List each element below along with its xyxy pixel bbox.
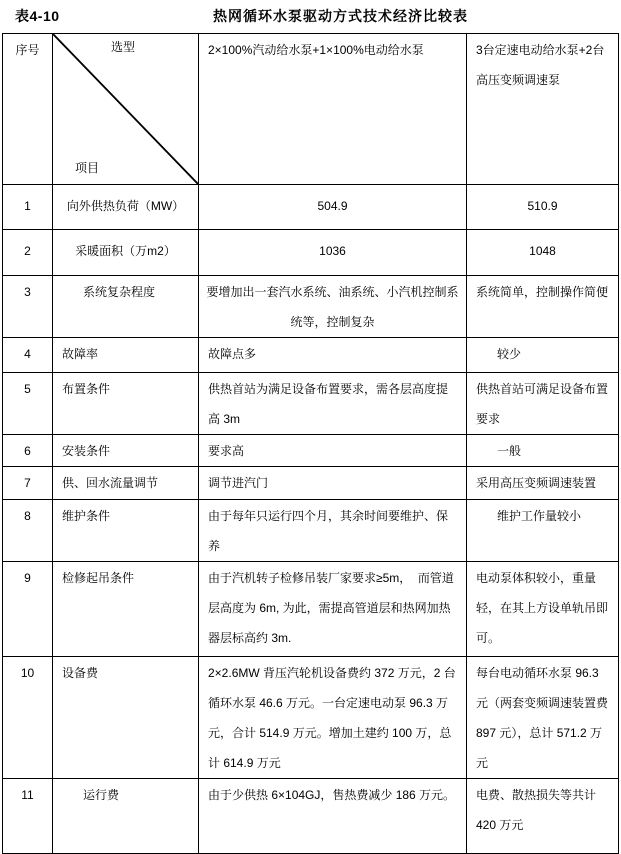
table-label: 表4-10 xyxy=(15,8,60,24)
cell-item: 向外供热负荷（MW） xyxy=(53,185,199,230)
table-row xyxy=(3,657,619,779)
cell-option-a: 由于汽机转子检修吊装厂家要求≥5m， 而管道层高度为 6m, 为此，需提高管道层和热网加热器层标高约 3m. xyxy=(199,562,467,657)
cell-option-a: 2×2.6MW 背压汽轮机设备费约 372 万元，2 台循环水泵 46.6 万元。一台定速电动泵 96.3 万元，合计 514.9 万元。增加土建约 100 万，总计 614.9 万元 xyxy=(199,657,467,779)
cell-option-a: 504.9 xyxy=(199,185,467,230)
cell-option-b: 510.9 xyxy=(467,185,619,230)
cell-item: 系统复杂程度 xyxy=(53,276,199,338)
table-row xyxy=(3,338,619,373)
cell-no: 8 xyxy=(3,500,53,562)
cell-option-b: 电动泵体积较小，重量轻，在其上方设单轨吊即可。 xyxy=(467,562,619,657)
header-row xyxy=(3,34,619,185)
header-no: 序号 xyxy=(3,34,53,185)
table-row xyxy=(3,230,619,276)
cell-item: 运行费 xyxy=(53,779,199,854)
table-row xyxy=(3,276,619,338)
header-option-a: 2×100%汽动给水泵+1×100%电动给水泵 xyxy=(199,34,467,185)
cell-option-b: 较少 xyxy=(467,338,619,373)
cell-item: 布置条件 xyxy=(53,373,199,435)
cell-option-b: 供热首站可满足设备布置要求 xyxy=(467,373,619,435)
cell-option-a: 要求高 xyxy=(199,435,467,467)
cell-item: 采暖面积（万m2） xyxy=(53,230,199,276)
cell-item: 供、回水流量调节 xyxy=(53,467,199,500)
cell-item: 检修起吊条件 xyxy=(53,562,199,657)
cell-option-a: 调节进汽门 xyxy=(199,467,467,500)
cell-option-b: 每台电动循环水泵 96.3 元（两套变频调速装置费 897 元），总计 571.2 万元 xyxy=(467,657,619,779)
cell-item: 安装条件 xyxy=(53,435,199,467)
cell-option-a: 由于每年只运行四个月，其余时间要维护、保养 xyxy=(199,500,467,562)
diagonal-label-top: 选型 xyxy=(111,40,136,54)
cell-option-a: 由于少供热 6×104GJ，售热费减少 186 万元。 xyxy=(199,779,467,854)
cell-option-b: 一般 xyxy=(467,435,619,467)
cell-no: 1 xyxy=(3,185,53,230)
cell-option-b: 1048 xyxy=(467,230,619,276)
cell-item: 设备费 xyxy=(53,657,199,779)
cell-no: 10 xyxy=(3,657,53,779)
diagonal-label-bottom: 项目 xyxy=(75,161,100,175)
cell-no: 4 xyxy=(3,338,53,373)
cell-no: 9 xyxy=(3,562,53,657)
cell-no: 2 xyxy=(3,230,53,276)
title-bar xyxy=(0,0,621,33)
table-row xyxy=(3,185,619,230)
table-row xyxy=(3,562,619,657)
cell-no: 6 xyxy=(3,435,53,467)
cell-option-a: 故障点多 xyxy=(199,338,467,373)
page-title: 热网循环水泵驱动方式技术经济比较表 xyxy=(213,8,468,24)
cell-no: 3 xyxy=(3,276,53,338)
cell-option-b: 系统简单，控制操作简便 xyxy=(467,276,619,338)
table-row xyxy=(3,435,619,467)
table-row xyxy=(3,373,619,435)
cell-no: 11 xyxy=(3,779,53,854)
cell-option-a: 1036 xyxy=(199,230,467,276)
cell-no: 5 xyxy=(3,373,53,435)
cell-option-a: 供热首站为满足设备布置要求，需各层高度提高 3m xyxy=(199,373,467,435)
cell-item: 故障率 xyxy=(53,338,199,373)
cell-option-a: 要增加出一套汽水系统、油系统、小汽机控制系统等，控制复杂 xyxy=(199,276,467,338)
cell-option-b: 采用高压变频调速装置 xyxy=(467,467,619,500)
table-row xyxy=(3,779,619,854)
table-row xyxy=(3,500,619,562)
cell-no: 7 xyxy=(3,467,53,500)
cell-item: 维护条件 xyxy=(53,500,199,562)
comparison-table xyxy=(2,33,619,854)
cell-option-b: 维护工作量较小 xyxy=(467,500,619,562)
header-diagonal-cell xyxy=(53,34,199,185)
table-row xyxy=(3,467,619,500)
header-option-b: 3台定速电动给水泵+2台高压变频调速泵 xyxy=(467,34,619,185)
cell-option-b: 电费、散热损失等共计 420 万元 xyxy=(467,779,619,854)
